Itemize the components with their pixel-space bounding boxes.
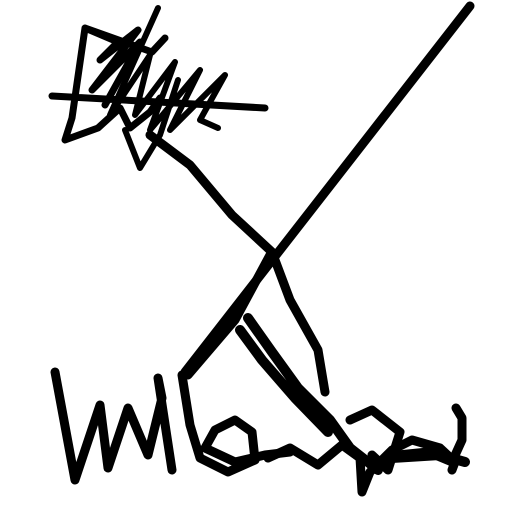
w-letter-scribble	[55, 372, 172, 480]
bottom-underline-stroke	[392, 455, 465, 462]
neck-body-stroke	[150, 135, 325, 392]
long-diagonal-stroke	[185, 6, 470, 372]
